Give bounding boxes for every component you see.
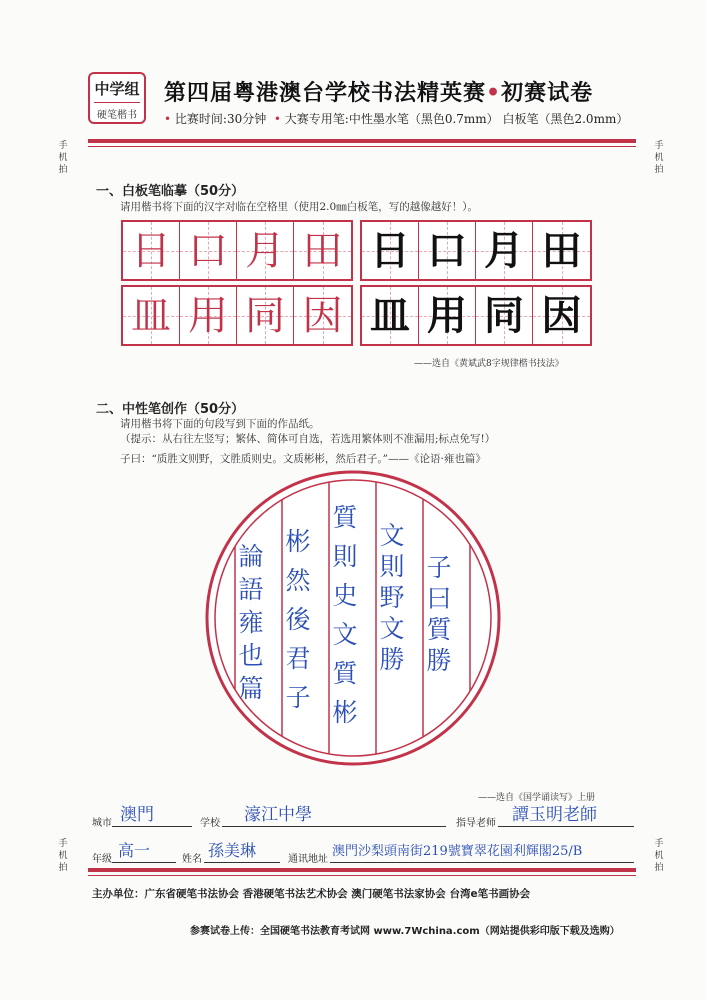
upload-note: 参赛试卷上传：全国硬笔书法教育考试网 www.7Wchina.com（网站提供彩印版下载及选购） [190, 926, 620, 937]
group-sub-label: 硬笔楷书 [94, 102, 140, 121]
grid-cell[interactable]: 月 [476, 222, 533, 279]
exam-time: 比赛时间:30分钟 [174, 112, 267, 126]
grid-cell[interactable]: 田 [533, 222, 590, 279]
calligraphy-column-5: 論語雍也篇 [238, 542, 264, 703]
grid-cell[interactable]: 日 [362, 222, 419, 279]
address-line[interactable] [330, 862, 634, 863]
grid-cell: 因 [294, 287, 351, 344]
section2-instruction-1: 请用楷书将下面的句段写到下面的作品纸。 [120, 418, 320, 430]
header-rule-thin [88, 146, 636, 147]
phone-photo-note-bottom-left: 手机拍 [58, 839, 68, 873]
header-rule [88, 139, 636, 143]
grid-cell: 口 [180, 222, 237, 279]
calligraphy-column-4: 彬然後君子 [285, 527, 311, 712]
model-grid-row1 [121, 220, 353, 281]
footer-rule-thin [88, 875, 636, 876]
practice-grid-row1[interactable] [360, 220, 592, 281]
city-line[interactable] [112, 826, 192, 827]
name-line[interactable] [204, 862, 280, 863]
exam-pen: 大赛专用笔:中性墨水笔（黑色0.7mm） 白板笔（黑色2.0mm） [284, 112, 629, 126]
calligraphy-column-2: 文則野文勝 [379, 521, 405, 674]
teacher-label: 指导老师 [456, 818, 496, 829]
calligraphy-column-1: 子曰質勝 [426, 553, 452, 675]
grid-cell[interactable]: 口 [419, 222, 476, 279]
phone-photo-note-bottom-right: 手机拍 [654, 839, 664, 873]
address-label: 通讯地址 [288, 854, 328, 865]
city-value: 澳門 [120, 805, 154, 825]
phone-photo-note-top-left: 手机拍 [58, 141, 68, 175]
footer-rule [88, 868, 636, 872]
model-grid-row2 [121, 285, 353, 346]
phone-photo-note-top-right: 手机拍 [654, 141, 664, 175]
group-badge [88, 72, 146, 124]
teacher-value: 譚玉明老師 [512, 805, 597, 825]
grade-label: 年级 [92, 854, 112, 865]
grid-cell[interactable]: 用 [419, 287, 476, 344]
grid-cell[interactable]: 同 [476, 287, 533, 344]
group-label: 中学组 [94, 80, 140, 98]
school-line[interactable] [222, 826, 446, 827]
section1-citation: ——选自《黄斌武8字规律楷书技法》 [414, 359, 564, 369]
grid-cell: 田 [294, 222, 351, 279]
school-value: 濠江中學 [244, 805, 312, 825]
section2-citation: ——选自《国学诵读写》上册 [478, 793, 596, 803]
section2-instruction-2: （提示：从右往左竖写；繁体、简体可自选，若选用繁体则不准漏用;标点免写!） [120, 433, 496, 445]
organizers: 主办单位：广东省硬笔书法协会 香港硬笔书法艺术协会 澳门硬笔书法家协会 台湾e笔书画协会 [92, 888, 531, 900]
grid-cell: 皿 [123, 287, 180, 344]
grid-cell: 用 [180, 287, 237, 344]
section1-heading: 一、白板笔临摹（50分） [96, 184, 245, 199]
practice-grid-row2[interactable] [360, 285, 592, 346]
grid-cell[interactable]: 因 [533, 287, 590, 344]
school-label: 学校 [200, 818, 220, 829]
grid-cell[interactable]: 皿 [362, 287, 419, 344]
calligraphy-column-3: 質則史文質彬 [332, 503, 358, 727]
grid-cell: 月 [237, 222, 294, 279]
section1-instruction: 请用楷书将下面的汉字对临在空格里（使用2.0㎜白板笔，写的越像越好！）。 [120, 201, 478, 213]
grid-cell: 日 [123, 222, 180, 279]
teacher-line[interactable] [498, 826, 634, 827]
name-label: 姓名 [182, 854, 202, 865]
exam-info: • 比赛时间:30分钟 • 大赛专用笔:中性墨水笔（黑色0.7mm） 白板笔（黑色2.0mm） [164, 112, 629, 126]
city-label: 城市 [92, 818, 112, 829]
name-value: 孫美琳 [208, 841, 257, 860]
grade-line[interactable] [112, 862, 176, 863]
grid-cell: 同 [237, 287, 294, 344]
section2-quote: 子曰：“质胜文则野，文胜质则史。文质彬彬，然后君子。”——《论语·雍也篇》 [120, 453, 486, 465]
section2-heading: 二、中性笔创作（50分） [96, 402, 245, 417]
grade-value: 高一 [118, 841, 151, 860]
page-title: 第四届粤港澳台学校书法精英赛•初赛试卷 [164, 80, 594, 106]
address-value: 澳門沙梨頭南街219號寶翠花園利輝閣25/B [332, 844, 583, 859]
